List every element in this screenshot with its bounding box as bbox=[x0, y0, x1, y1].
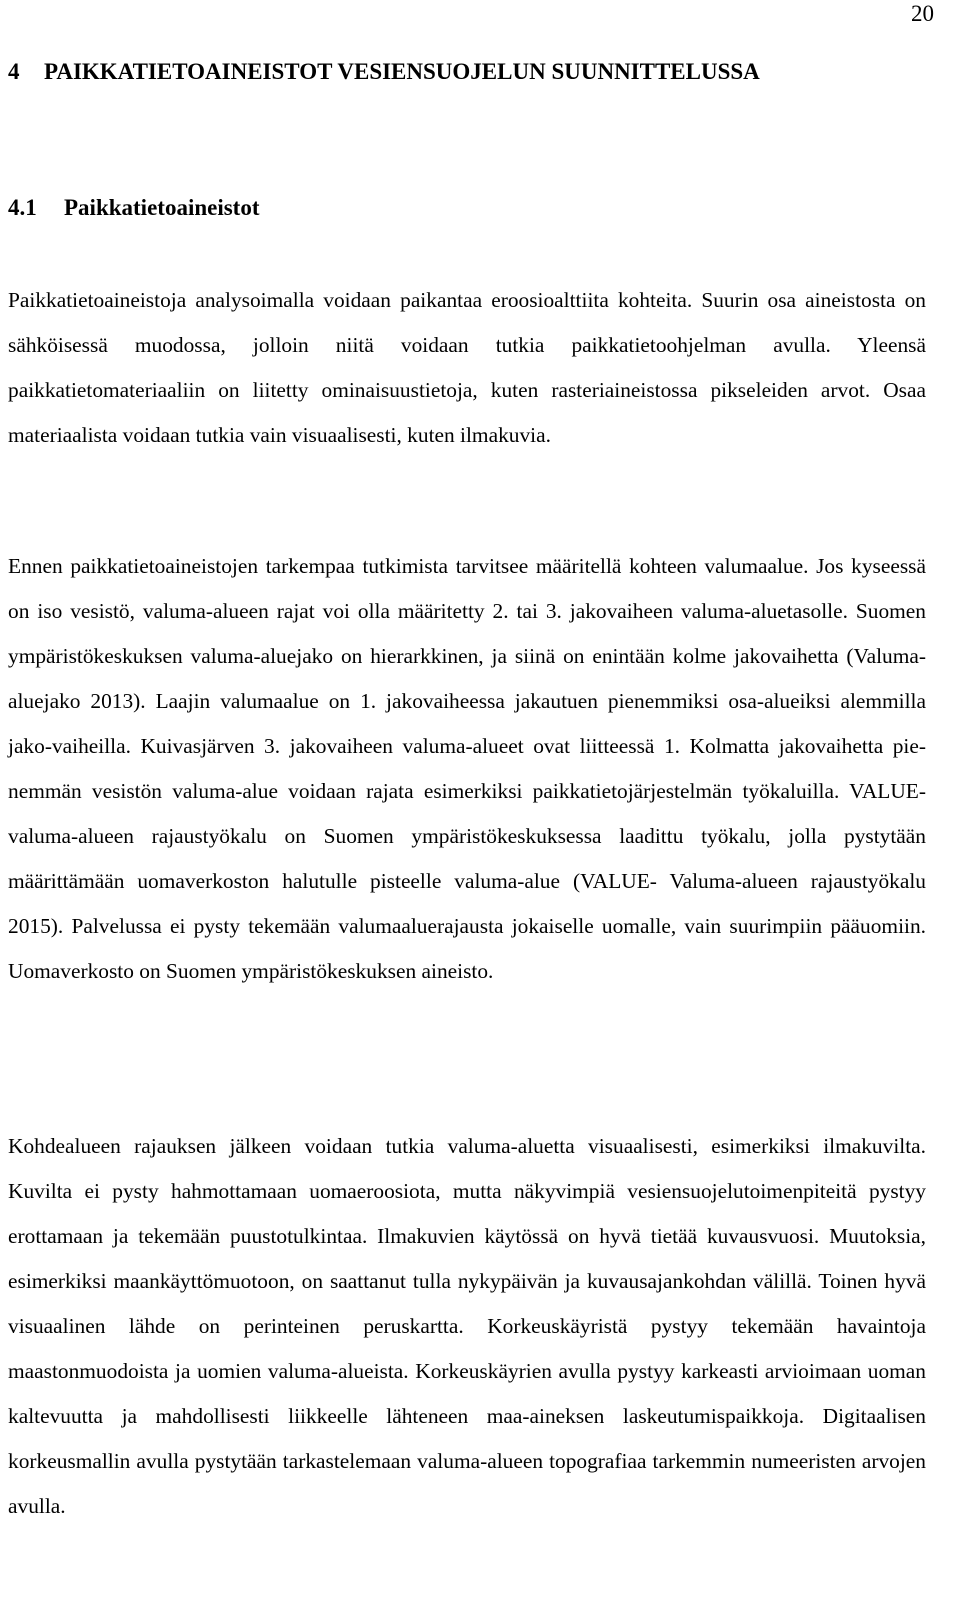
paragraph-visual-inspection: Kohdealueen rajauksen jälkeen voidaan tutkia valuma-aluetta visuaalisesti, esimerkiksi ilmakuvilta. Kuvilta ei pysty hahmottamaan uomaeroosiota, mutta näkyvimpiä vesiensuojelutoimenpiteitä pystyy erottamaan ja tekemään puustotulkintaa. Ilmakuvien käytössä on hyvä tietää kuvausvuosi. Muutoksia, esimerkiksi maankäyttömuotoon, on saattanut tulla nykypäivän ja kuvausajankohdan välillä. Toinen hyvä visuaalinen lähde on perinteinen peruskartta. Korkeuskäyristä pystyy tekemään havaintoja maastonmuodoista ja uomien valuma-alueista. Korkeuskäyrien avulla pystyy karkeasti arvioimaan uoman kaltevuutta ja mahdollisesti liikkeelle lähteneen maa-aineksen laskeutumispaikkoja. Digitaalisen korkeusmallin avulla pystytään tarkastelemaan valuma-alueen topografiaa tarkemmin numeeristen arvojen avulla. bbox=[8, 1134, 926, 1518]
section-heading bbox=[8, 190, 260, 226]
page-number: 20 bbox=[911, 1, 934, 26]
chapter-number: 4 bbox=[8, 59, 20, 84]
paragraph-catchment-delineation: Ennen paikkatietoaineistojen tarkempaa tutkimista tarvitsee määritellä kohteen valumaalue. Jos kyseessä on iso vesistö, valuma-alueen rajat voi olla määritetty 2. tai 3. jakovaiheen valuma-aluetasolle. Suomen ympäristökeskuksen valuma-aluejako on hierarkkinen, ja siinä on enintään kolme jakovaihetta (Valuma-aluejako 2013). Laajin valumaalue on 1. jakovaiheessa jakautuen pienemmiksi osa-alueiksi alemmilla jako-vaiheilla. Kuivasjärven 3. jakovaiheen valuma-alueet ovat liitteessä 1. Kolmatta jakovaihetta pienemmän vesistön valuma-alue voidaan rajata esimerkiksi paikkatietojärjestelmän työkaluilla. VALUE-valuma-alueen rajaustyökalu on Suomen ympäristökeskuksessa laadittu työkalu, jolla pystytään määrittämään uomaverkoston halutulle pisteelle valuma-alue (VALUE- Valuma-alueen rajaustyökalu 2015). Palvelussa ei pysty tekemään valumaaluerajausta jokaiselle uomalle, vain suurimpiin pääuomiin. Uomaverkosto on Suomen ympäristökeskuksen aineisto. bbox=[8, 554, 926, 983]
chapter-title: PAIKKATIETOAINEISTOT VESIENSUOJELUN SUUNNITTELUSSA bbox=[44, 59, 760, 84]
section-title: Paikkatietoaineistot bbox=[64, 195, 260, 220]
chapter-heading bbox=[8, 54, 938, 90]
section-number: 4.1 bbox=[8, 195, 37, 220]
paragraph-gis-datasets: Paikkatietoaineistoja analysoimalla voidaan paikantaa eroosioalttiita kohteita. Suurin osa aineistosta on sähköisessä muodossa, jolloin niitä voidaan tutkia paikkatietoohjelman avulla. Yleensä paikkatietomateriaaliin on liitetty ominaisuustietoja, kuten rasteriaineistossa pikseleiden arvot. Osaa materiaalista voidaan tutkia vain visuaalisesti, kuten ilmakuvia. bbox=[8, 288, 926, 447]
